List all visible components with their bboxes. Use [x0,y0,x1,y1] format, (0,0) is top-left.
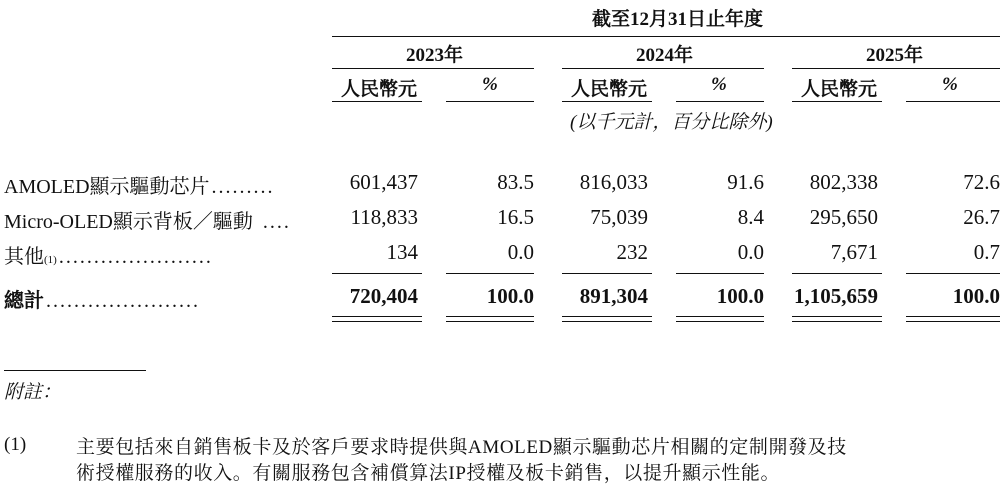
row-label-text: Micro-OLED顯示背板／驅動 [4,211,253,233]
total-double-rule-2023-pct-b [446,321,534,322]
unit-note: (以千元計，百分比除外) [570,112,773,133]
cell-total-2024-rmb: 891,304 [579,284,648,308]
cell-amoled-2024-pct: 91.6 [727,170,764,194]
note-marker: (1) [4,434,27,455]
unit-rmb-2023: 人民幣元 [341,79,418,100]
cell-total-2024-pct: 100.0 [716,284,764,308]
row-label-amoled [4,170,275,199]
cell-total-2023-rmb: 720,404 [349,284,418,308]
row-leader-dots: ......... [211,176,275,198]
cell-amoled-2023-rmb: 601,437 [349,170,418,194]
cell-micro-oled-2025-rmb: 295,650 [809,205,878,229]
row-label-text: 總計 [4,290,44,312]
year-header-2025: 2025年 [866,45,924,66]
row-leader-dots: ...................... [46,290,200,312]
cell-total-2025-rmb: 1,105,659 [794,284,878,308]
notes-heading: 附註： [4,382,62,403]
cell-total-2023-pct: 100.0 [486,284,534,308]
subtotal-rule-2023-rmb [332,273,422,274]
cell-total-2025-pct: 100.0 [952,284,1000,308]
cell-amoled-2025-rmb: 802,338 [809,170,878,194]
unit-pct-2023: % [482,74,498,95]
year-rule-2024 [562,68,764,69]
unit-rule-pct-2025 [906,101,1000,102]
cell-others-2024-rmb: 232 [616,240,648,264]
row-label-text: 其他 [4,246,44,268]
row-leader-dots: ...................... [58,246,213,268]
unit-pct-2025: % [942,74,958,95]
period-title: 截至12月31日止年度 [592,9,764,30]
year-rule-2025 [792,68,1000,69]
cell-others-2025-rmb: 7,671 [830,240,878,264]
unit-rule-pct-2023 [446,101,534,102]
total-double-rule-2023-rmb-a [332,316,422,317]
cell-micro-oled-2024-rmb: 75,039 [590,205,648,229]
note-line-2: 術授權服務的收入。有關服務包含補償算法IP授權及板卡銷售，以提升顯示性能。 [76,463,781,484]
unit-rule-rmb-2025 [792,101,882,102]
unit-rule-rmb-2024 [562,101,652,102]
row-label-total [4,284,200,313]
total-double-rule-2025-pct-b [906,321,1000,322]
year-header-2023: 2023年 [406,45,464,66]
cell-others-2025-pct: 0.7 [973,240,1000,264]
subtotal-rule-2024-pct [676,273,764,274]
total-double-rule-2024-pct-b [676,321,764,322]
subtotal-rule-2025-pct [906,273,1000,274]
cell-others-2023-pct: 0.0 [507,240,534,264]
cell-amoled-2024-rmb: 816,033 [579,170,648,194]
total-double-rule-2024-pct-a [676,316,764,317]
cell-micro-oled-2023-rmb: 118,833 [350,205,418,229]
row-leader-dots: .... [262,211,291,233]
year-header-2024: 2024年 [636,45,694,66]
unit-pct-2024: % [711,74,727,95]
subtotal-rule-2025-rmb [792,273,882,274]
notes-separator [4,370,146,371]
subtotal-rule-2023-pct [446,273,534,274]
total-double-rule-2025-rmb-b [792,321,882,322]
cell-amoled-2025-pct: 72.6 [963,170,1000,194]
total-double-rule-2024-rmb-a [562,316,652,317]
period-title-rule [332,36,1000,37]
total-double-rule-2023-pct-a [446,316,534,317]
cell-micro-oled-2025-pct: 26.7 [963,205,1000,229]
total-double-rule-2024-rmb-b [562,321,652,322]
cell-micro-oled-2024-pct: 8.4 [737,205,764,229]
unit-rmb-2024: 人民幣元 [571,79,648,100]
row-label-others: 其他 (1) ...................... [4,240,213,269]
total-double-rule-2025-pct-a [906,316,1000,317]
subtotal-rule-2024-rmb [562,273,652,274]
cell-others-2023-rmb: 134 [386,240,418,264]
note-line-1: 主要包括來自銷售板卡及於客戶要求時提供與AMOLED顯示驅動芯片相關的定制開發及技 [76,437,847,458]
unit-rmb-2025: 人民幣元 [801,79,878,100]
row-label-micro-oled [4,205,291,234]
total-double-rule-2023-rmb-b [332,321,422,322]
row-label-text: AMOLED顯示驅動芯片 [4,176,210,198]
unit-rule-rmb-2023 [332,101,422,102]
cell-micro-oled-2023-pct: 16.5 [497,205,534,229]
cell-amoled-2023-pct: 83.5 [497,170,534,194]
unit-rule-pct-2024 [676,101,764,102]
total-double-rule-2025-rmb-a [792,316,882,317]
cell-others-2024-pct: 0.0 [737,240,764,264]
year-rule-2023 [332,68,534,69]
